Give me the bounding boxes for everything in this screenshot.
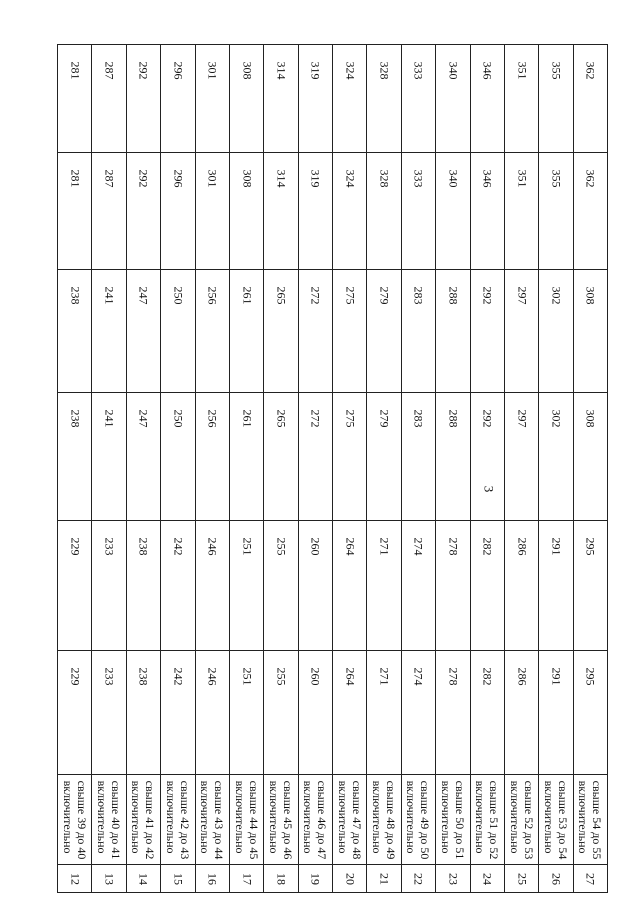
value-cell bbox=[92, 393, 126, 521]
value-cell bbox=[436, 393, 470, 521]
value-cell bbox=[470, 393, 504, 521]
value-text: 286 bbox=[515, 667, 530, 686]
range-label-line2: включительно bbox=[232, 780, 247, 854]
value-text: 301 bbox=[205, 169, 220, 188]
value-text: 238 bbox=[136, 667, 151, 686]
range-cell bbox=[229, 775, 263, 865]
range-label-line2: включительно bbox=[95, 780, 110, 854]
value-text: 355 bbox=[549, 61, 564, 80]
range-label-line1: свыше 41 до 42 bbox=[143, 780, 158, 859]
value-cell bbox=[161, 521, 195, 651]
row-number: 20 bbox=[343, 872, 358, 885]
value-text: 256 bbox=[205, 286, 220, 305]
range-cell bbox=[298, 775, 332, 865]
range-label bbox=[164, 780, 192, 859]
range-label-line1: свыше 48 до 49 bbox=[384, 780, 399, 859]
table-band bbox=[58, 45, 608, 153]
value-cell bbox=[539, 45, 573, 153]
value-text: 238 bbox=[136, 537, 151, 556]
row-number: 23 bbox=[446, 872, 461, 885]
value-cell bbox=[401, 393, 435, 521]
value-cell bbox=[367, 270, 401, 393]
value-cell bbox=[126, 651, 160, 775]
value-text: 308 bbox=[240, 169, 255, 188]
range-cell bbox=[573, 775, 607, 865]
value-text: 229 bbox=[68, 537, 83, 556]
value-cell bbox=[367, 521, 401, 651]
row-number-cell bbox=[573, 865, 607, 893]
value-text: 255 bbox=[274, 537, 289, 556]
range-label-line2: включительно bbox=[60, 780, 75, 854]
value-text: 292 bbox=[136, 61, 151, 80]
value-text: 295 bbox=[583, 537, 598, 556]
range-label-line1: свыше 39 до 40 bbox=[74, 780, 89, 859]
table-band bbox=[58, 865, 608, 893]
value-text: 295 bbox=[583, 667, 598, 686]
range-label bbox=[404, 780, 432, 859]
value-cell bbox=[58, 651, 92, 775]
range-label-line1: свыше 50 до 51 bbox=[452, 780, 467, 859]
value-cell bbox=[504, 270, 538, 393]
range-label bbox=[129, 780, 157, 859]
value-cell bbox=[504, 153, 538, 270]
row-number-cell bbox=[367, 865, 401, 893]
value-text: 250 bbox=[171, 286, 186, 305]
range-cell bbox=[195, 775, 229, 865]
row-number-cell bbox=[401, 865, 435, 893]
range-label-line2: включительно bbox=[541, 780, 556, 854]
value-text: 287 bbox=[102, 61, 117, 80]
value-cell bbox=[504, 521, 538, 651]
range-label-line2: включительно bbox=[404, 780, 419, 854]
value-cell bbox=[195, 153, 229, 270]
value-cell bbox=[264, 393, 298, 521]
range-label bbox=[473, 780, 501, 859]
row-number-cell bbox=[195, 865, 229, 893]
value-text: 351 bbox=[515, 61, 530, 80]
range-cell bbox=[470, 775, 504, 865]
value-cell bbox=[539, 521, 573, 651]
range-label-line1: свыше 40 до 41 bbox=[109, 780, 124, 859]
range-label bbox=[336, 780, 364, 859]
range-label-line2: включительно bbox=[576, 780, 591, 854]
value-text: 278 bbox=[446, 667, 461, 686]
row-number-cell bbox=[333, 865, 367, 893]
value-text: 333 bbox=[411, 169, 426, 188]
value-cell bbox=[195, 270, 229, 393]
value-cell bbox=[264, 270, 298, 393]
value-cell bbox=[58, 45, 92, 153]
value-text: 241 bbox=[102, 409, 117, 428]
value-text: 351 bbox=[515, 169, 530, 188]
value-text: 302 bbox=[549, 409, 564, 428]
value-cell bbox=[264, 521, 298, 651]
range-label-line2: включительно bbox=[370, 780, 385, 854]
value-cell bbox=[470, 153, 504, 270]
value-cell bbox=[264, 45, 298, 153]
value-text: 292 bbox=[136, 169, 151, 188]
value-text: 275 bbox=[343, 286, 358, 305]
value-text: 292 bbox=[480, 286, 495, 305]
value-text: 346 bbox=[480, 61, 495, 80]
value-cell bbox=[333, 393, 367, 521]
value-text: 291 bbox=[549, 537, 564, 556]
value-text: 302 bbox=[549, 286, 564, 305]
range-label-line2: включительно bbox=[335, 780, 350, 854]
row-number: 22 bbox=[411, 872, 426, 885]
range-label-line1: свыше 47 до 48 bbox=[349, 780, 364, 859]
value-cell bbox=[229, 45, 263, 153]
value-text: 296 bbox=[171, 169, 186, 188]
value-cell bbox=[58, 153, 92, 270]
range-label-line2: включительно bbox=[198, 780, 213, 854]
value-cell bbox=[436, 270, 470, 393]
range-cell bbox=[367, 775, 401, 865]
range-label-line1: свыше 54 до 55 bbox=[590, 780, 605, 859]
value-text: 241 bbox=[102, 286, 117, 305]
value-text: 274 bbox=[411, 537, 426, 556]
range-label-line2: включительно bbox=[163, 780, 178, 854]
value-text: 260 bbox=[308, 667, 323, 686]
row-number-cell bbox=[436, 865, 470, 893]
value-text: 251 bbox=[240, 537, 255, 556]
value-cell bbox=[436, 153, 470, 270]
value-text: 279 bbox=[377, 286, 392, 305]
value-text: 283 bbox=[411, 409, 426, 428]
value-cell bbox=[573, 521, 607, 651]
value-cell bbox=[161, 153, 195, 270]
value-text: 355 bbox=[549, 169, 564, 188]
row-number-cell bbox=[504, 865, 538, 893]
value-text: 238 bbox=[68, 409, 83, 428]
row-number: 27 bbox=[583, 872, 598, 885]
row-number-cell bbox=[470, 865, 504, 893]
row-number: 13 bbox=[102, 872, 117, 885]
row-number-cell bbox=[229, 865, 263, 893]
value-text: 297 bbox=[515, 409, 530, 428]
value-text: 271 bbox=[377, 537, 392, 556]
value-text: 265 bbox=[274, 409, 289, 428]
row-number: 26 bbox=[549, 872, 564, 885]
table-band bbox=[58, 521, 608, 651]
value-cell bbox=[401, 521, 435, 651]
value-cell bbox=[367, 153, 401, 270]
value-text: 296 bbox=[171, 61, 186, 80]
value-text: 246 bbox=[205, 537, 220, 556]
value-text: 274 bbox=[411, 667, 426, 686]
value-text: 308 bbox=[583, 409, 598, 428]
value-text: 362 bbox=[583, 169, 598, 188]
value-cell bbox=[92, 521, 126, 651]
value-cell bbox=[126, 270, 160, 393]
value-text: 301 bbox=[205, 61, 220, 80]
value-text: 297 bbox=[515, 286, 530, 305]
value-cell bbox=[367, 45, 401, 153]
range-label-line1: свыше 45 до 46 bbox=[280, 780, 295, 859]
value-text: 242 bbox=[171, 667, 186, 686]
range-label bbox=[198, 780, 226, 859]
value-cell bbox=[58, 521, 92, 651]
value-cell bbox=[539, 270, 573, 393]
value-cell bbox=[573, 270, 607, 393]
value-text: 340 bbox=[446, 61, 461, 80]
range-label-line1: свыше 49 до 50 bbox=[418, 780, 433, 859]
value-cell bbox=[333, 270, 367, 393]
page-number: 3 bbox=[481, 485, 497, 493]
value-cell bbox=[126, 393, 160, 521]
value-text: 308 bbox=[583, 286, 598, 305]
value-cell bbox=[264, 651, 298, 775]
range-label bbox=[508, 780, 536, 859]
value-text: 328 bbox=[377, 61, 392, 80]
value-text: 272 bbox=[308, 409, 323, 428]
value-text: 362 bbox=[583, 61, 598, 80]
value-text: 260 bbox=[308, 537, 323, 556]
value-text: 319 bbox=[308, 169, 323, 188]
tariff-table bbox=[57, 44, 608, 893]
value-cell bbox=[229, 270, 263, 393]
row-number: 19 bbox=[308, 872, 323, 885]
value-cell bbox=[470, 270, 504, 393]
value-text: 281 bbox=[68, 61, 83, 80]
value-cell bbox=[229, 521, 263, 651]
value-cell bbox=[92, 45, 126, 153]
value-cell bbox=[470, 651, 504, 775]
value-text: 340 bbox=[446, 169, 461, 188]
table-band bbox=[58, 153, 608, 270]
range-label-line1: свыше 53 до 54 bbox=[555, 780, 570, 859]
value-cell bbox=[126, 45, 160, 153]
row-number-cell bbox=[126, 865, 160, 893]
range-label-line1: свыше 51 до 52 bbox=[487, 780, 502, 859]
value-cell bbox=[298, 45, 332, 153]
value-cell bbox=[504, 393, 538, 521]
value-cell bbox=[92, 270, 126, 393]
value-text: 319 bbox=[308, 61, 323, 80]
range-label-line1: свыше 42 до 43 bbox=[177, 780, 192, 859]
value-text: 282 bbox=[480, 667, 495, 686]
value-text: 247 bbox=[136, 409, 151, 428]
range-label bbox=[267, 780, 295, 859]
row-number-cell bbox=[539, 865, 573, 893]
range-cell bbox=[504, 775, 538, 865]
range-cell bbox=[126, 775, 160, 865]
range-label bbox=[439, 780, 467, 859]
range-label bbox=[542, 780, 570, 859]
value-text: 292 bbox=[480, 409, 495, 428]
value-text: 283 bbox=[411, 286, 426, 305]
value-text: 233 bbox=[102, 537, 117, 556]
value-cell bbox=[470, 45, 504, 153]
table-band bbox=[58, 775, 608, 865]
value-cell bbox=[298, 651, 332, 775]
row-number: 18 bbox=[274, 872, 289, 885]
value-text: 288 bbox=[446, 409, 461, 428]
value-cell bbox=[229, 651, 263, 775]
row-number: 21 bbox=[377, 872, 392, 885]
value-text: 261 bbox=[240, 409, 255, 428]
value-cell bbox=[92, 153, 126, 270]
range-label-line2: включительно bbox=[507, 780, 522, 854]
table-band bbox=[58, 270, 608, 393]
value-text: 246 bbox=[205, 667, 220, 686]
value-text: 264 bbox=[343, 667, 358, 686]
value-text: 287 bbox=[102, 169, 117, 188]
value-text: 288 bbox=[446, 286, 461, 305]
row-number: 12 bbox=[68, 872, 83, 885]
value-cell bbox=[573, 153, 607, 270]
value-text: 291 bbox=[549, 667, 564, 686]
value-text: 328 bbox=[377, 169, 392, 188]
row-number: 14 bbox=[136, 872, 151, 885]
row-number-cell bbox=[161, 865, 195, 893]
value-text: 261 bbox=[240, 286, 255, 305]
range-label-line1: свыше 43 до 44 bbox=[212, 780, 227, 859]
value-cell bbox=[229, 393, 263, 521]
value-text: 255 bbox=[274, 667, 289, 686]
value-text: 279 bbox=[377, 409, 392, 428]
range-cell bbox=[264, 775, 298, 865]
range-label bbox=[95, 780, 123, 859]
value-cell bbox=[401, 651, 435, 775]
value-text: 314 bbox=[274, 169, 289, 188]
value-text: 271 bbox=[377, 667, 392, 686]
range-label-line2: включительно bbox=[473, 780, 488, 854]
range-label-line1: свыше 52 до 53 bbox=[521, 780, 536, 859]
value-cell bbox=[161, 651, 195, 775]
range-cell bbox=[539, 775, 573, 865]
row-number-cell bbox=[92, 865, 126, 893]
value-cell bbox=[367, 651, 401, 775]
value-cell bbox=[504, 651, 538, 775]
value-cell bbox=[470, 521, 504, 651]
value-text: 272 bbox=[308, 286, 323, 305]
range-label bbox=[233, 780, 261, 859]
value-cell bbox=[298, 521, 332, 651]
row-number: 16 bbox=[205, 872, 220, 885]
value-text: 238 bbox=[68, 286, 83, 305]
value-cell bbox=[298, 393, 332, 521]
value-text: 286 bbox=[515, 537, 530, 556]
value-text: 324 bbox=[343, 169, 358, 188]
value-cell bbox=[264, 153, 298, 270]
value-cell bbox=[573, 651, 607, 775]
value-cell bbox=[401, 153, 435, 270]
range-label bbox=[370, 780, 398, 859]
range-label-line1: свыше 44 до 45 bbox=[246, 780, 261, 859]
value-cell bbox=[126, 521, 160, 651]
value-cell bbox=[298, 153, 332, 270]
value-cell bbox=[161, 270, 195, 393]
range-label-line1: свыше 46 до 47 bbox=[315, 780, 330, 859]
value-cell bbox=[539, 651, 573, 775]
value-cell bbox=[539, 393, 573, 521]
value-cell bbox=[195, 393, 229, 521]
row-number-cell bbox=[298, 865, 332, 893]
range-label bbox=[61, 780, 89, 859]
value-text: 346 bbox=[480, 169, 495, 188]
row-number-cell bbox=[264, 865, 298, 893]
value-cell bbox=[573, 393, 607, 521]
value-text: 242 bbox=[171, 537, 186, 556]
range-label-line2: включительно bbox=[266, 780, 281, 854]
range-cell bbox=[161, 775, 195, 865]
value-cell bbox=[333, 153, 367, 270]
value-cell bbox=[436, 521, 470, 651]
range-cell bbox=[92, 775, 126, 865]
value-text: 250 bbox=[171, 409, 186, 428]
value-text: 308 bbox=[240, 61, 255, 80]
value-text: 265 bbox=[274, 286, 289, 305]
row-number: 15 bbox=[171, 872, 186, 885]
range-cell bbox=[436, 775, 470, 865]
value-cell bbox=[229, 153, 263, 270]
range-label bbox=[301, 780, 329, 859]
value-cell bbox=[504, 45, 538, 153]
value-text: 281 bbox=[68, 169, 83, 188]
row-number: 24 bbox=[480, 872, 495, 885]
value-text: 251 bbox=[240, 667, 255, 686]
table-band bbox=[58, 651, 608, 775]
value-cell bbox=[401, 45, 435, 153]
value-text: 333 bbox=[411, 61, 426, 80]
value-cell bbox=[161, 45, 195, 153]
value-cell bbox=[298, 270, 332, 393]
value-text: 314 bbox=[274, 61, 289, 80]
value-text: 256 bbox=[205, 409, 220, 428]
value-cell bbox=[195, 521, 229, 651]
value-text: 233 bbox=[102, 667, 117, 686]
value-cell bbox=[195, 651, 229, 775]
value-cell bbox=[195, 45, 229, 153]
value-cell bbox=[92, 651, 126, 775]
value-cell bbox=[126, 153, 160, 270]
value-text: 247 bbox=[136, 286, 151, 305]
value-text: 264 bbox=[343, 537, 358, 556]
value-cell bbox=[436, 651, 470, 775]
range-cell bbox=[58, 775, 92, 865]
value-cell bbox=[401, 270, 435, 393]
range-cell bbox=[333, 775, 367, 865]
value-cell bbox=[436, 45, 470, 153]
value-text: 275 bbox=[343, 409, 358, 428]
row-number-cell bbox=[58, 865, 92, 893]
value-cell bbox=[333, 45, 367, 153]
value-text: 278 bbox=[446, 537, 461, 556]
table-band bbox=[58, 393, 608, 521]
value-text: 229 bbox=[68, 667, 83, 686]
value-cell bbox=[539, 153, 573, 270]
row-number: 25 bbox=[515, 872, 530, 885]
value-cell bbox=[161, 393, 195, 521]
range-label-line2: включительно bbox=[438, 780, 453, 854]
value-cell bbox=[573, 45, 607, 153]
value-cell bbox=[58, 393, 92, 521]
value-cell bbox=[367, 393, 401, 521]
row-number: 17 bbox=[240, 872, 255, 885]
range-cell bbox=[401, 775, 435, 865]
value-cell bbox=[58, 270, 92, 393]
range-label bbox=[576, 780, 604, 859]
value-text: 282 bbox=[480, 537, 495, 556]
value-cell bbox=[333, 651, 367, 775]
value-cell bbox=[333, 521, 367, 651]
range-label-line2: включительно bbox=[129, 780, 144, 854]
value-text: 324 bbox=[343, 61, 358, 80]
range-label-line2: включительно bbox=[301, 780, 316, 854]
